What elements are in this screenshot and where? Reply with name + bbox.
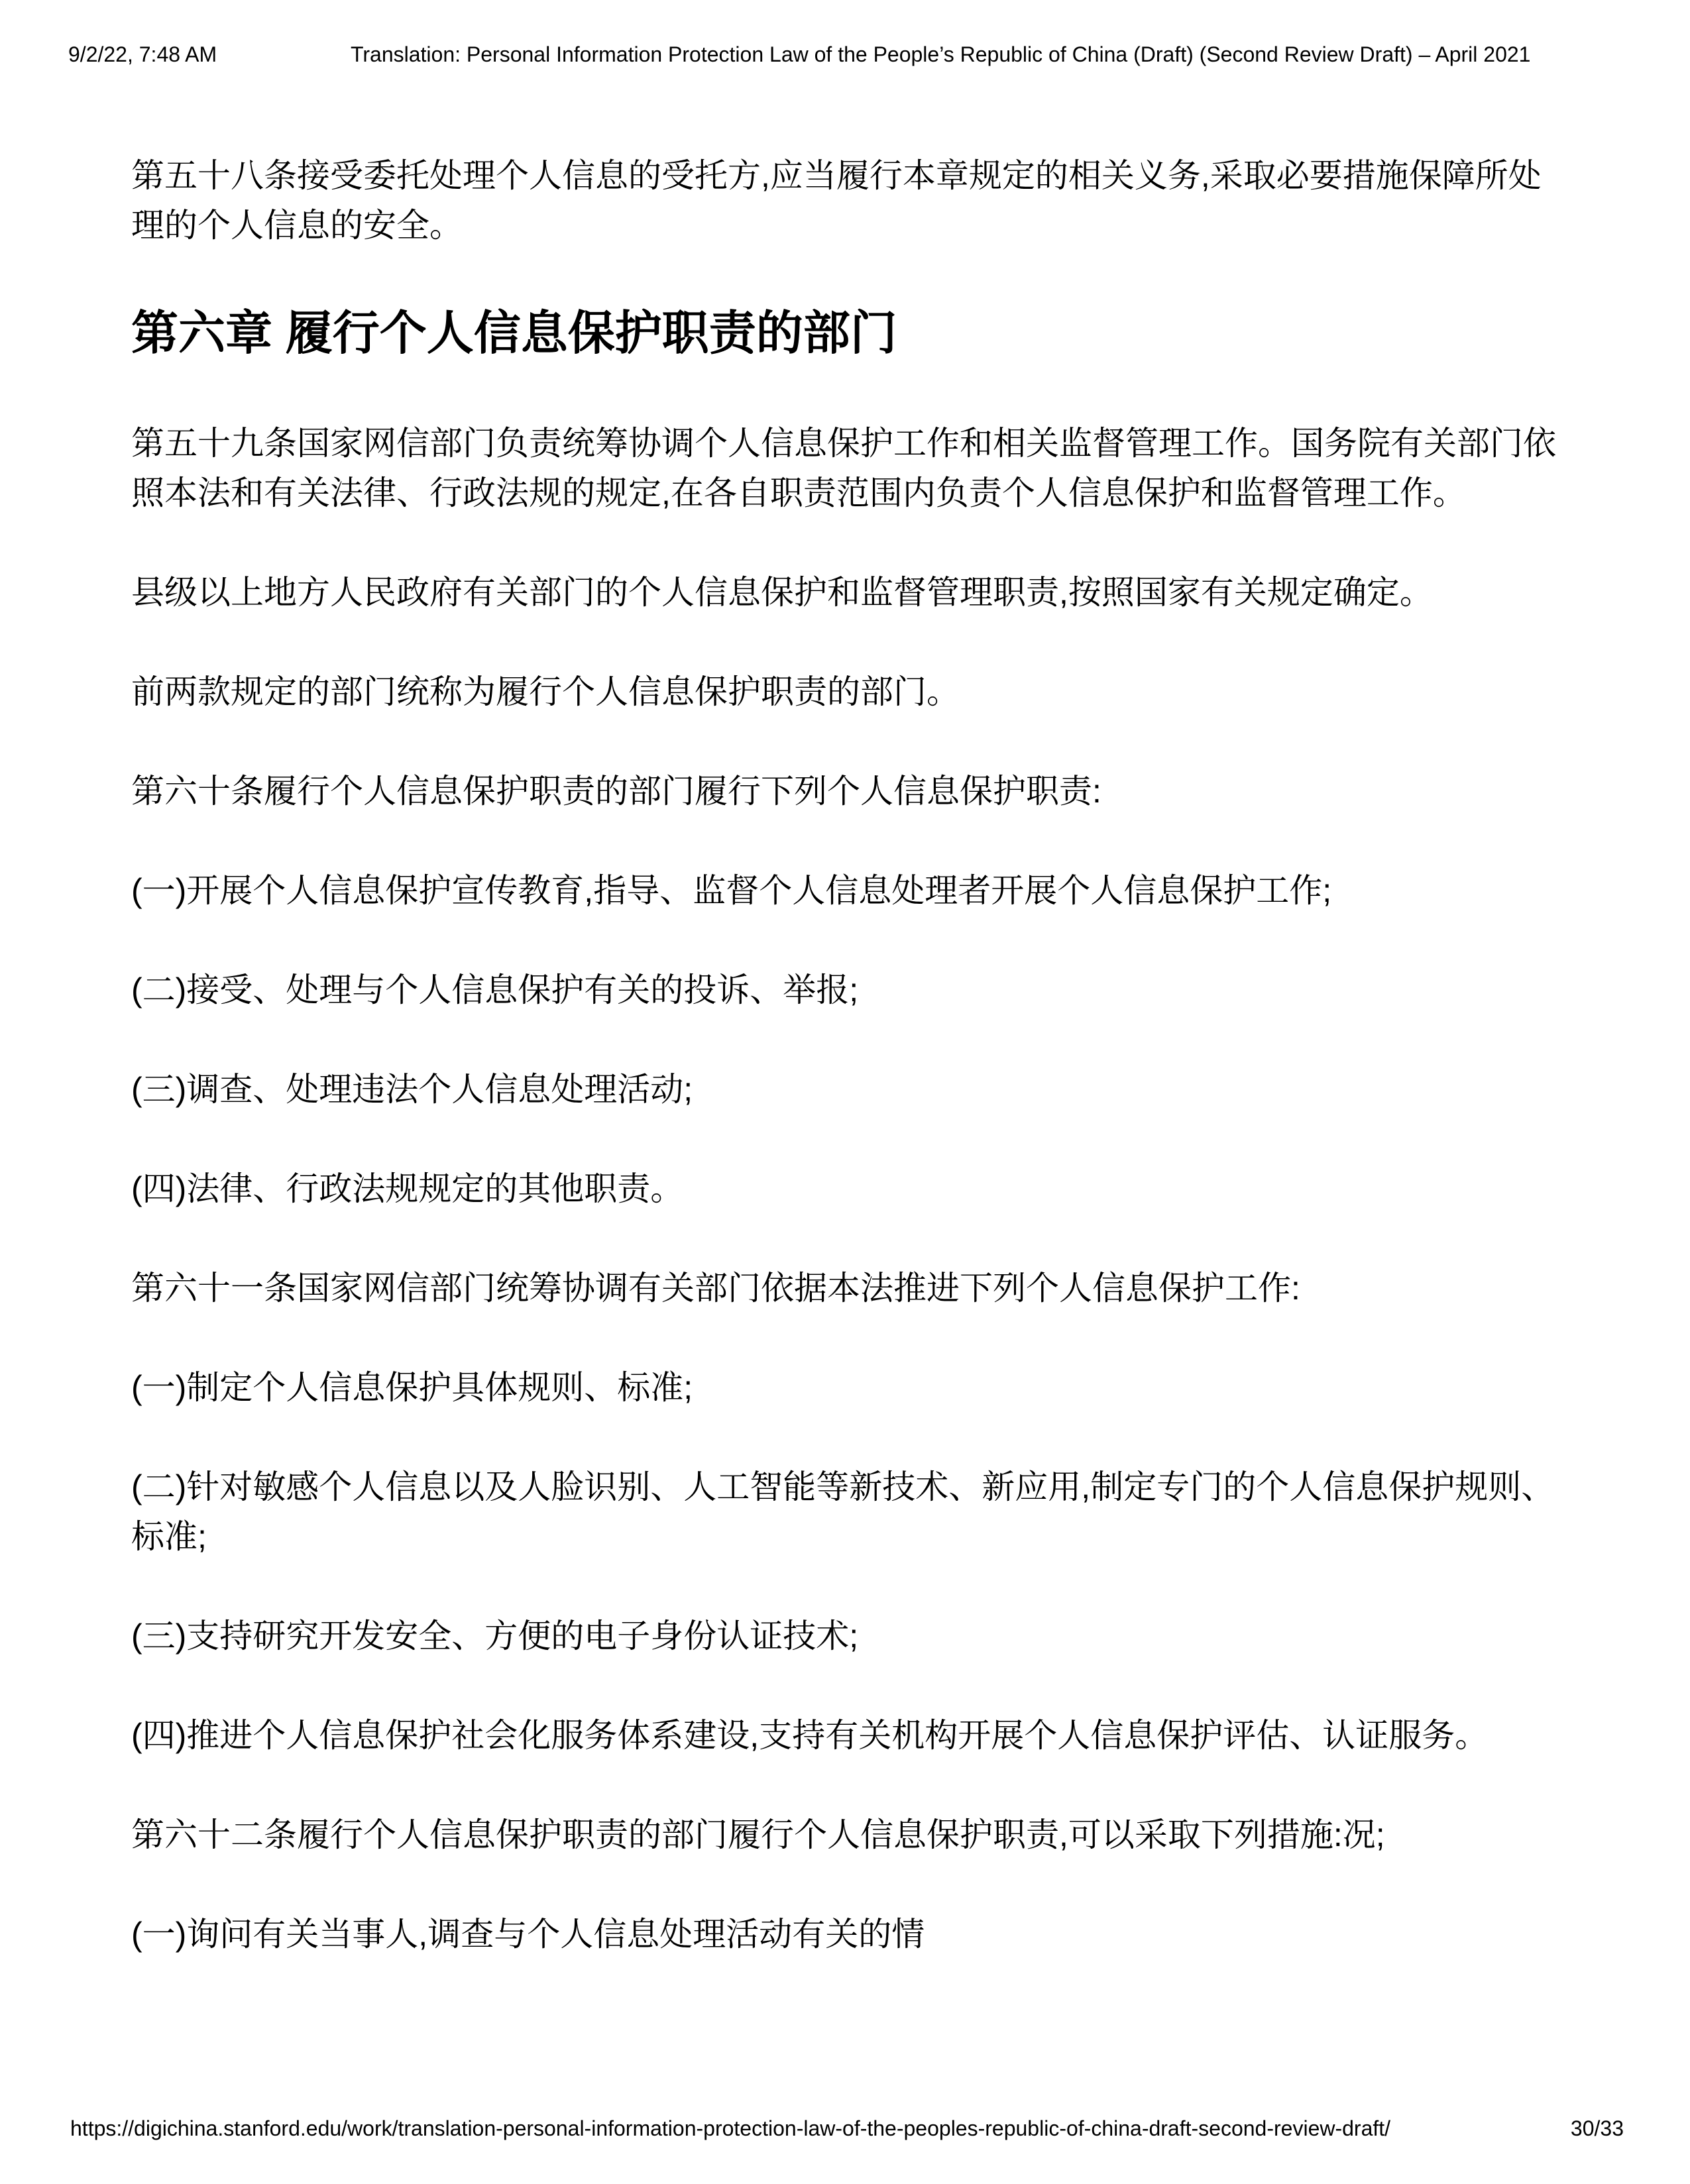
page-number: 30/33 bbox=[1570, 2116, 1624, 2140]
paragraph-article-60-item-1: (一)开展个人信息保护宣传教育,指导、监督个人信息处理者开展个人信息保护工作; bbox=[131, 872, 1332, 909]
paragraph-article-61-item-3: (三)支持研究开发安全、方便的电子身份认证技术; bbox=[131, 1617, 859, 1655]
paragraph-article-61-item-1: (一)制定个人信息保护具体规则、标准; bbox=[131, 1369, 693, 1406]
print-datetime: 9/2/22, 7:48 AM bbox=[68, 42, 217, 66]
paragraph-article-62: 第六十二条履行个人信息保护职责的部门履行个人信息保护职责,可以采取下列措施:况; bbox=[131, 1816, 1385, 1853]
paragraph-article-58: 第五十八条接受委托处理个人信息的受托方,应当履行本章规定的相关义务,采取必要措施保障所处理的个人信息的安全。 bbox=[131, 157, 1542, 244]
paragraph-article-61-item-2: (二)针对敏感个人信息以及人脸识别、人工智能等新技术、新应用,制定专门的个人信息保护规则、标准; bbox=[131, 1468, 1555, 1555]
print-document-title: Translation: Personal Information Protection Law of the People’s Republic of China (Draft) (Second Review Draft) – April 2021 bbox=[351, 42, 1531, 66]
paragraph-article-60-item-4: (四)法律、行政法规规定的其他职责。 bbox=[131, 1170, 684, 1207]
print-source-url: https://digichina.stanford.edu/work/translation-personal-information-protection-law-of-the-peoples-republic-of-china-draft-second-review-draft/ bbox=[70, 2116, 1391, 2140]
paragraph-article-59-3: 前两款规定的部门统称为履行个人信息保护职责的部门。 bbox=[131, 673, 960, 710]
paragraph-article-59: 第五十九条国家网信部门负责统筹协调个人信息保护工作和相关监督管理工作。国务院有关部门依照本法和有关法律、行政法规的规定,在各自职责范围内负责个人信息保护和监督管理工作。 bbox=[131, 425, 1556, 512]
paragraph-article-59-2: 县级以上地方人民政府有关部门的个人信息保护和监督管理职责,按照国家有关规定确定。 bbox=[131, 574, 1433, 611]
paragraph-article-61-item-4: (四)推进个人信息保护社会化服务体系建设,支持有关机构开展个人信息保护评估、认证服务。 bbox=[131, 1717, 1489, 1754]
paragraph-article-62-item-1: (一)询问有关当事人,调查与个人信息处理活动有关的情 bbox=[131, 1916, 925, 1953]
paragraph-article-60-item-2: (二)接受、处理与个人信息保护有关的投诉、举报; bbox=[131, 971, 859, 1009]
paragraph-article-60-item-3: (三)调查、处理违法个人信息处理活动; bbox=[131, 1071, 693, 1108]
paragraph-article-60: 第六十条履行个人信息保护职责的部门履行下列个人信息保护职责: bbox=[131, 773, 1101, 810]
paragraph-article-61: 第六十一条国家网信部门统筹协调有关部门依据本法推进下列个人信息保护工作: bbox=[131, 1270, 1300, 1307]
chapter-6-heading: 第六章 履行个人信息保护职责的部门 bbox=[131, 307, 897, 360]
